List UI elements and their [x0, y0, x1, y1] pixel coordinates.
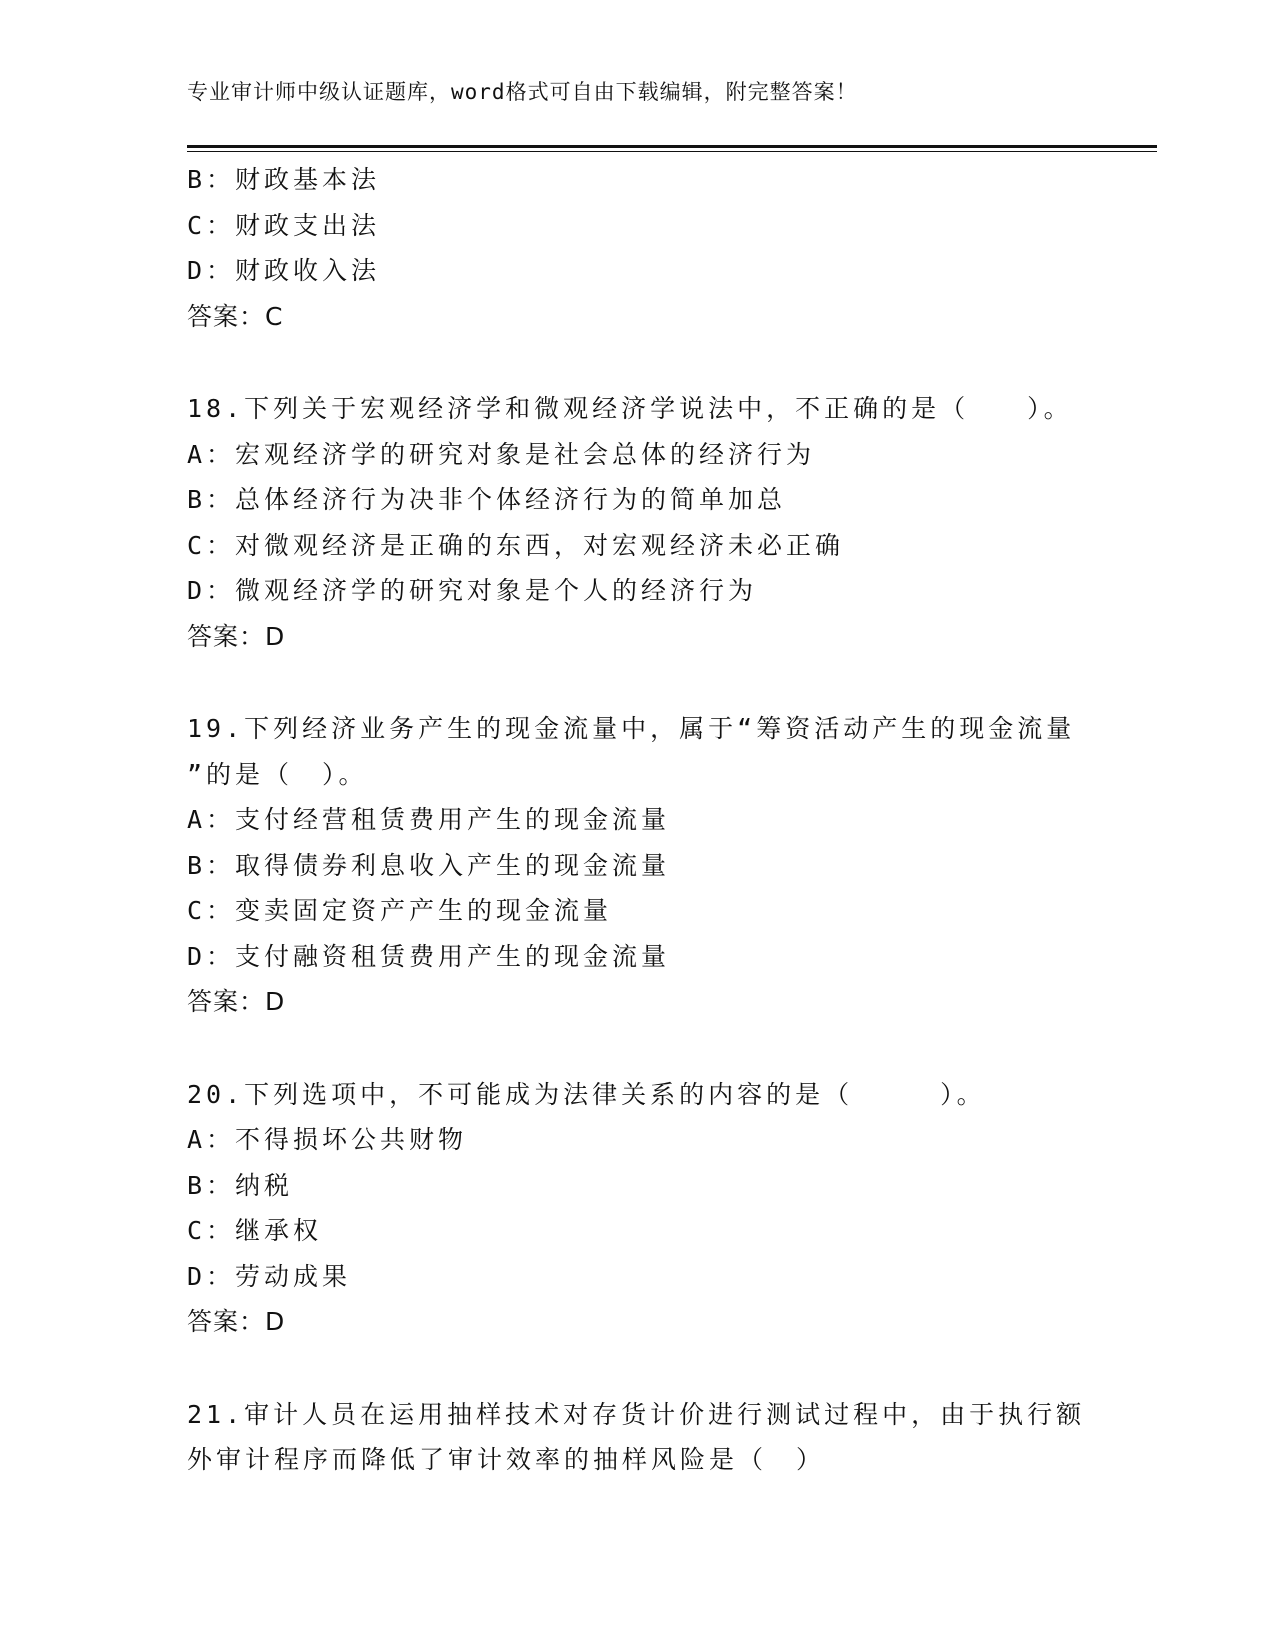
question-stem: 21.审计人员在运用抽样技术对存货计价进行测试过程中，由于执行额 [187, 1399, 1086, 1429]
option-b: B：取得债券利息收入产生的现金流量 [187, 850, 671, 880]
question-18 [187, 386, 1087, 659]
question-17-continued [187, 157, 1087, 339]
answer-line: 答案：C [187, 301, 284, 331]
option-a: A：支付经营租赁费用产生的现金流量 [187, 805, 671, 834]
question-stem: 19.下列经济业务产生的现金流量中，属于“筹资活动产生的现金流量 [187, 714, 1076, 743]
option-a: A：宏观经济学的研究对象是社会总体的经济行为 [187, 439, 816, 469]
question-21 [187, 1392, 1087, 1483]
option-b: B：总体经济行为决非个体经济行为的简单加总 [187, 485, 787, 514]
answer-line: 答案：D [187, 1307, 286, 1336]
question-20 [187, 1072, 1087, 1345]
question-stem: 18.下列关于宏观经济学和微观经济学说法中，不正确的是（ ）。 [187, 394, 1073, 423]
header-rule-thin [187, 151, 1157, 152]
option-b: B：纳税 [187, 1170, 294, 1200]
option-d: D：微观经济学的研究对象是个人的经济行为 [187, 576, 758, 605]
document-body [187, 157, 1087, 1483]
option-a: A：不得损坏公共财物 [187, 1125, 468, 1154]
answer-line: 答案：D [187, 987, 286, 1016]
answer-line: 答案：D [187, 621, 286, 651]
header-rule-thick [187, 145, 1157, 148]
question-19 [187, 706, 1087, 1025]
question-stem: 20.下列选项中，不可能成为法律关系的内容的是（ ）。 [187, 1079, 986, 1109]
option-d: D：支付融资租赁费用产生的现金流量 [187, 941, 671, 971]
question-stem-continued: ”的是（ ）。 [187, 759, 368, 789]
option-c: C：变卖固定资产产生的现金流量 [187, 896, 613, 925]
option-c: C：对微观经济是正确的东西，对宏观经济未必正确 [187, 530, 845, 560]
option-b: B：财政基本法 [187, 165, 381, 194]
option-c: C：继承权 [187, 1216, 323, 1245]
option-d: D：劳动成果 [187, 1261, 352, 1291]
option-d: D：财政收入法 [187, 256, 381, 285]
question-stem-continued: 外审计程序而降低了审计效率的抽样风险是（ ） [187, 1445, 826, 1474]
page-header: 专业审计师中级认证题库，word格式可自由下载编辑，附完整答案！ [187, 80, 858, 104]
option-c: C：财政支出法 [187, 210, 381, 240]
